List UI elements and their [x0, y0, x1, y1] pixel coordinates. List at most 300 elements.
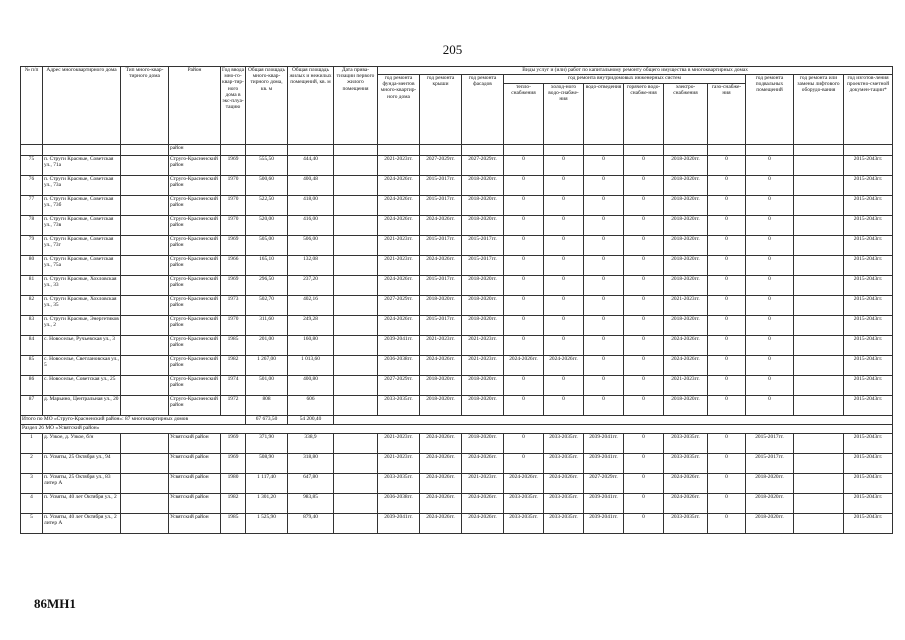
- header-hot: горячего водо-снабже-ния: [624, 84, 664, 145]
- cell-roof-repair-year: 2021-2023гг.: [420, 336, 462, 356]
- cell-address: п. Струги Красные, Советская ул., 73б: [43, 196, 121, 216]
- cell-address: п. Струги Красные, Советская ул., 71а: [43, 156, 121, 176]
- cell-cold-water-year: 2024-2026гг.: [544, 356, 584, 376]
- cell-design-docs-year: 2015-2043гг.: [844, 434, 893, 454]
- cell-roof-repair-year: 2024-2026гг.: [420, 256, 462, 276]
- cell-design-docs-year: 2015-2043гг.: [844, 296, 893, 316]
- cell-row-number: 77: [21, 196, 43, 216]
- cell-electric-year: 2033-2035гг.: [664, 454, 708, 474]
- subtotal-row: [21, 416, 893, 425]
- cell-gas-year: 0: [708, 236, 746, 256]
- cell-facade-repair-year: 2015-2017гг.: [462, 256, 504, 276]
- cell-house-type: [121, 434, 169, 454]
- carry-over-row: [21, 145, 893, 156]
- cell-area-total: 508,90: [246, 454, 288, 474]
- cell-area-premises: 400,48: [288, 176, 334, 196]
- header-fund: год ремонта фунда-ментов много-квартир-ного дома: [378, 75, 420, 145]
- header-num: № п/п: [21, 67, 43, 145]
- cell-design-docs-year: 2015-2043гг.: [844, 316, 893, 336]
- cell-year-built: 1973: [221, 296, 246, 316]
- cell-row-number: 76: [21, 176, 43, 196]
- cell-foundation-repair-year: 2027-2029гг.: [378, 296, 420, 316]
- header-type: Тип много-квар-тирного дома: [121, 67, 169, 145]
- cell-district: Усвятский район: [169, 494, 221, 514]
- cell-lift-repair-year: [794, 156, 844, 176]
- cell-privatization-date: [334, 216, 378, 236]
- header-lift: год ремонта или замены лифтового оборудо-вания: [794, 75, 844, 145]
- table-row: [21, 356, 893, 376]
- cell-lift-repair-year: [794, 376, 844, 396]
- cell-facade-repair-year: 2021-2023гг.: [462, 474, 504, 494]
- cell-foundation-repair-year: 2036-2038гг.: [378, 494, 420, 514]
- cell-hot-water-year: 0: [624, 454, 664, 474]
- cell-privatization-date: [334, 196, 378, 216]
- cell-district: Струго-Красненский район: [169, 216, 221, 236]
- cell-basement-repair-year: 0: [746, 156, 794, 176]
- cell-year-built: 1985: [221, 514, 246, 534]
- cell-foundation-repair-year: 2024-2026гг.: [378, 176, 420, 196]
- cell-house-type: [121, 356, 169, 376]
- cell-address: п. Струги Красные, Хохловская ул., 35: [43, 296, 121, 316]
- cell-lift-repair-year: [794, 454, 844, 474]
- cell-electric-year: 2024-2026гг.: [664, 494, 708, 514]
- cell-house-type: [121, 454, 169, 474]
- table-row: [21, 316, 893, 336]
- cell-area-premises: 249,28: [288, 316, 334, 336]
- page-number: 205: [442, 42, 463, 57]
- cell-gas-year: 0: [708, 494, 746, 514]
- cell-lift-repair-year: [794, 176, 844, 196]
- cell-area-total: 501,00: [246, 376, 288, 396]
- cell-sewer-year: 0: [584, 336, 624, 356]
- cell-lift-repair-year: [794, 256, 844, 276]
- cell-year-built: 1966: [221, 256, 246, 276]
- cell-district: Струго-Красненский район: [169, 156, 221, 176]
- cell-area-total: 500,60: [246, 176, 288, 196]
- cell-area-premises: 402,16: [288, 296, 334, 316]
- cell-gas-year: 0: [708, 396, 746, 416]
- cell-roof-repair-year: 2027-2029гг.: [420, 156, 462, 176]
- header-district: Район: [169, 67, 221, 145]
- cell-lift-repair-year: [794, 316, 844, 336]
- cell-row-number: 86: [21, 376, 43, 396]
- table-row: [21, 336, 893, 356]
- cell-heat-supply-year: 0: [504, 376, 544, 396]
- cell-roof-repair-year: 2015-2017гг.: [420, 276, 462, 296]
- cell-lift-repair-year: [794, 236, 844, 256]
- cell-privatization-date: [334, 396, 378, 416]
- table-row: [21, 376, 893, 396]
- cell-row-number: 81: [21, 276, 43, 296]
- cell-roof-repair-year: 2018-2020гг.: [420, 396, 462, 416]
- cell-year-built: 1972: [221, 396, 246, 416]
- cell-area-total: 522,50: [246, 196, 288, 216]
- cell-house-type: [121, 376, 169, 396]
- cell-hot-water-year: 0: [624, 514, 664, 534]
- header-sewer: водо-отведения: [584, 84, 624, 145]
- cell-address: д. Марьино, Центральная ул., 20: [43, 396, 121, 416]
- cell-district: Струго-Красненский район: [169, 316, 221, 336]
- cell-design-docs-year: 2015-2043гг.: [844, 336, 893, 356]
- cell-house-type: [121, 316, 169, 336]
- cell-electric-year: 2018-2020гг.: [664, 176, 708, 196]
- cell-foundation-repair-year: 2039-2041гг.: [378, 336, 420, 356]
- cell-district: Струго-Красненский район: [169, 296, 221, 316]
- cell-design-docs-year: 2015-2043гг.: [844, 356, 893, 376]
- cell-hot-water-year: 0: [624, 356, 664, 376]
- cell-area-total: 505,00: [246, 236, 288, 256]
- cell-row-number: 2: [21, 454, 43, 474]
- cell-privatization-date: [334, 336, 378, 356]
- cell-address: п. Струги Красные, Советская ул., 73г: [43, 236, 121, 256]
- cell-basement-repair-year: 2018-2020гг.: [746, 494, 794, 514]
- cell-heat-supply-year: 0: [504, 434, 544, 454]
- carry-over-district: район: [169, 145, 221, 156]
- cell-year-built: 1969: [221, 434, 246, 454]
- cell-heat-supply-year: 2033-2035гг.: [504, 494, 544, 514]
- cell-area-total: 1 525,90: [246, 514, 288, 534]
- cell-sewer-year: 0: [584, 396, 624, 416]
- cell-year-built: 1985: [221, 336, 246, 356]
- cell-gas-year: 0: [708, 256, 746, 276]
- cell-cold-water-year: 0: [544, 276, 584, 296]
- cell-area-total: 1 267,00: [246, 356, 288, 376]
- cell-design-docs-year: 2015-2043гг.: [844, 474, 893, 494]
- cell-sewer-year: 0: [584, 276, 624, 296]
- cell-gas-year: 0: [708, 454, 746, 474]
- cell-area-premises: 506,00: [288, 236, 334, 256]
- cell-district: Струго-Красненский район: [169, 196, 221, 216]
- cell-year-built: 1969: [221, 156, 246, 176]
- cell-lift-repair-year: [794, 356, 844, 376]
- table-row: [21, 196, 893, 216]
- cell-area-total: 555,50: [246, 156, 288, 176]
- cell-row-number: 85: [21, 356, 43, 376]
- cell-year-built: 1982: [221, 494, 246, 514]
- cell-heat-supply-year: 2024-2026гг.: [504, 474, 544, 494]
- cell-sewer-year: 0: [584, 156, 624, 176]
- table-row: [21, 156, 893, 176]
- cell-electric-year: 2018-2020гг.: [664, 396, 708, 416]
- cell-foundation-repair-year: 2024-2026гг.: [378, 316, 420, 336]
- cell-electric-year: 2018-2020гг.: [664, 216, 708, 236]
- header-services-group: Виды услуг и (или) работ по капитальному ремонту общего имущества в многоквартирных домах: [378, 67, 893, 75]
- cell-address: п. Усвяты, 40 лет Октября ул., 2: [43, 494, 121, 514]
- cell-sewer-year: 0: [584, 296, 624, 316]
- cell-area-premises: 237,20: [288, 276, 334, 296]
- cell-privatization-date: [334, 376, 378, 396]
- cell-row-number: 1: [21, 434, 43, 454]
- cell-heat-supply-year: 0: [504, 156, 544, 176]
- cell-hot-water-year: 0: [624, 236, 664, 256]
- cell-heat-supply-year: 0: [504, 216, 544, 236]
- cell-gas-year: 0: [708, 156, 746, 176]
- cell-gas-year: 0: [708, 336, 746, 356]
- cell-area-premises: 160,80: [288, 336, 334, 356]
- cell-address: п. Струги Красные, Хохловская ул., 33: [43, 276, 121, 296]
- cell-electric-year: 2024-2026гг.: [664, 474, 708, 494]
- cell-gas-year: 0: [708, 296, 746, 316]
- cell-basement-repair-year: 0: [746, 316, 794, 336]
- cell-heat-supply-year: 0: [504, 454, 544, 474]
- cell-cold-water-year: 0: [544, 396, 584, 416]
- cell-basement-repair-year: 0: [746, 216, 794, 236]
- cell-address: п. Струги Красные, Советская ул., 73в: [43, 216, 121, 236]
- cell-facade-repair-year: 2024-2026гг.: [462, 494, 504, 514]
- cell-privatization-date: [334, 156, 378, 176]
- cell-hot-water-year: 0: [624, 176, 664, 196]
- cell-heat-supply-year: 0: [504, 396, 544, 416]
- cell-roof-repair-year: 2015-2017гг.: [420, 316, 462, 336]
- cell-house-type: [121, 514, 169, 534]
- cell-design-docs-year: 2015-2043гг.: [844, 176, 893, 196]
- cell-facade-repair-year: 2018-2020гг.: [462, 196, 504, 216]
- cell-basement-repair-year: 0: [746, 196, 794, 216]
- cell-privatization-date: [334, 256, 378, 276]
- cell-facade-repair-year: 2018-2020гг.: [462, 434, 504, 454]
- cell-privatization-date: [334, 494, 378, 514]
- cell-row-number: 79: [21, 236, 43, 256]
- cell-sewer-year: 0: [584, 176, 624, 196]
- cell-privatization-date: [334, 514, 378, 534]
- cell-facade-repair-year: 2018-2020гг.: [462, 316, 504, 336]
- cell-design-docs-year: 2015-2043гг.: [844, 216, 893, 236]
- cell-gas-year: 0: [708, 514, 746, 534]
- cell-heat-supply-year: 0: [504, 276, 544, 296]
- cell-cold-water-year: 2033-2035гг.: [544, 494, 584, 514]
- cell-basement-repair-year: 0: [746, 376, 794, 396]
- cell-electric-year: 2018-2020гг.: [664, 256, 708, 276]
- cell-foundation-repair-year: 2024-2026гг.: [378, 216, 420, 236]
- cell-facade-repair-year: 2018-2020гг.: [462, 176, 504, 196]
- cell-house-type: [121, 396, 169, 416]
- header-internal-group: год ремонта внутридомовых инженерных систем: [504, 75, 746, 84]
- cell-house-type: [121, 296, 169, 316]
- cell-year-built: 1970: [221, 176, 246, 196]
- cell-cold-water-year: 0: [544, 216, 584, 236]
- cell-facade-repair-year: 2024-2026гг.: [462, 454, 504, 474]
- cell-design-docs-year: 2015-2043гг.: [844, 494, 893, 514]
- cell-address: д. Узкое, д. Узкое, б/н: [43, 434, 121, 454]
- table-row: [21, 494, 893, 514]
- cell-foundation-repair-year: 2036-2038гг.: [378, 356, 420, 376]
- table-row: [21, 434, 893, 454]
- cell-area-total: 1 301,20: [246, 494, 288, 514]
- table-row: [21, 276, 893, 296]
- cell-privatization-date: [334, 474, 378, 494]
- cell-facade-repair-year: 2021-2023гг.: [462, 336, 504, 356]
- cell-privatization-date: [334, 176, 378, 196]
- cell-gas-year: 0: [708, 196, 746, 216]
- table-row: [21, 396, 893, 416]
- cell-area-total: 311,60: [246, 316, 288, 336]
- cell-house-type: [121, 236, 169, 256]
- cell-gas-year: 0: [708, 216, 746, 236]
- cell-facade-repair-year: 2015-2017гг.: [462, 236, 504, 256]
- cell-district: Струго-Красненский район: [169, 376, 221, 396]
- cell-design-docs-year: 2015-2043гг.: [844, 396, 893, 416]
- header-elec: электро-снабжения: [664, 84, 708, 145]
- cell-hot-water-year: 0: [624, 256, 664, 276]
- cell-district: Струго-Красненский район: [169, 176, 221, 196]
- cell-foundation-repair-year: 2024-2026гг.: [378, 276, 420, 296]
- cell-design-docs-year: 2015-2043гг.: [844, 156, 893, 176]
- cell-design-docs-year: 2015-2043гг.: [844, 276, 893, 296]
- section-title: Раздел 26 МО «Усвятский район»: [21, 425, 893, 434]
- capital-repair-table: [20, 66, 893, 534]
- cell-facade-repair-year: 2018-2020гг.: [462, 396, 504, 416]
- capital-repair-table-wrapper: [20, 66, 892, 534]
- cell-house-type: [121, 276, 169, 296]
- cell-design-docs-year: 2015-2043гг.: [844, 236, 893, 256]
- cell-district: Струго-Красненский район: [169, 396, 221, 416]
- table-row: [21, 256, 893, 276]
- cell-sewer-year: 0: [584, 196, 624, 216]
- cell-house-type: [121, 256, 169, 276]
- cell-basement-repair-year: 0: [746, 256, 794, 276]
- cell-hot-water-year: 0: [624, 376, 664, 396]
- footer-code: 86МН1: [34, 596, 76, 611]
- cell-heat-supply-year: 0: [504, 176, 544, 196]
- cell-basement-repair-year: 0: [746, 176, 794, 196]
- cell-heat-supply-year: 2024-2026гг.: [504, 356, 544, 376]
- cell-electric-year: 2018-2020гг.: [664, 316, 708, 336]
- cell-lift-repair-year: [794, 494, 844, 514]
- cell-lift-repair-year: [794, 434, 844, 454]
- cell-basement-repair-year: 2015-2017гг.: [746, 434, 794, 454]
- cell-hot-water-year: 0: [624, 216, 664, 236]
- cell-roof-repair-year: 2018-2020гг.: [420, 376, 462, 396]
- cell-year-built: 1980: [221, 474, 246, 494]
- cell-basement-repair-year: 2018-2020гг.: [746, 474, 794, 494]
- cell-area-premises: 338,9: [288, 434, 334, 454]
- cell-gas-year: 0: [708, 276, 746, 296]
- header-privatization-date: Дата прива-тизации первого жилого помещения: [334, 67, 378, 145]
- cell-roof-repair-year: 2024-2026гг.: [420, 494, 462, 514]
- cell-electric-year: 2021-2023гг.: [664, 296, 708, 316]
- cell-address: с. Новоселье, Светлановская ул., 5: [43, 356, 121, 376]
- cell-roof-repair-year: 2024-2026гг.: [420, 514, 462, 534]
- cell-design-docs-year: 2015-2043гг.: [844, 196, 893, 216]
- cell-electric-year: 2024-2026гг.: [664, 356, 708, 376]
- cell-facade-repair-year: 2018-2020гг.: [462, 296, 504, 316]
- cell-privatization-date: [334, 296, 378, 316]
- cell-electric-year: 2018-2020гг.: [664, 276, 708, 296]
- cell-basement-repair-year: 0: [746, 356, 794, 376]
- cell-address: п. Струги Красные, Энергетиков ул., 2: [43, 316, 121, 336]
- cell-roof-repair-year: 2024-2026гг.: [420, 434, 462, 454]
- cell-lift-repair-year: [794, 514, 844, 534]
- cell-foundation-repair-year: 2021-2023гг.: [378, 454, 420, 474]
- cell-electric-year: 2018-2020гг.: [664, 236, 708, 256]
- cell-electric-year: 2033-2035гг.: [664, 514, 708, 534]
- cell-area-premises: 444,40: [288, 156, 334, 176]
- cell-row-number: 87: [21, 396, 43, 416]
- cell-district: Струго-Красненский район: [169, 356, 221, 376]
- cell-hot-water-year: 0: [624, 156, 664, 176]
- header-basement: год ремонта подвальных помещений: [746, 75, 794, 145]
- cell-row-number: 78: [21, 216, 43, 236]
- cell-house-type: [121, 494, 169, 514]
- cell-row-number: 80: [21, 256, 43, 276]
- header-heat: тепло-снабжения: [504, 84, 544, 145]
- cell-house-type: [121, 176, 169, 196]
- cell-heat-supply-year: 0: [504, 296, 544, 316]
- cell-row-number: 83: [21, 316, 43, 336]
- cell-hot-water-year: 0: [624, 316, 664, 336]
- cell-electric-year: 2018-2020гг.: [664, 156, 708, 176]
- cell-sewer-year: 0: [584, 356, 624, 376]
- cell-area-premises: 879,40: [288, 514, 334, 534]
- cell-gas-year: 0: [708, 434, 746, 454]
- cell-basement-repair-year: 2015-2017гг.: [746, 454, 794, 474]
- cell-house-type: [121, 156, 169, 176]
- cell-lift-repair-year: [794, 276, 844, 296]
- cell-address: п. Усвяты, 25 Октября ул., 94: [43, 454, 121, 474]
- cell-year-built: 1970: [221, 316, 246, 336]
- cell-privatization-date: [334, 316, 378, 336]
- cell-area-total: 520,00: [246, 216, 288, 236]
- cell-area-premises: 132,08: [288, 256, 334, 276]
- cell-address: п. Усвяты, 25 Октября ул., 83 литер А: [43, 474, 121, 494]
- cell-foundation-repair-year: 2021-2023гг.: [378, 434, 420, 454]
- cell-district: Струго-Красненский район: [169, 236, 221, 256]
- cell-lift-repair-year: [794, 216, 844, 236]
- cell-hot-water-year: 0: [624, 276, 664, 296]
- cell-year-built: 1970: [221, 216, 246, 236]
- cell-electric-year: 2024-2026гг.: [664, 336, 708, 356]
- cell-electric-year: 2021-2023гг.: [664, 376, 708, 396]
- cell-electric-year: 2018-2020гг.: [664, 196, 708, 216]
- header-design: год изготов-ления проектно-сметной докумен-тации*: [844, 75, 893, 145]
- cell-roof-repair-year: 2024-2026гг.: [420, 474, 462, 494]
- header-facade: год ремонта фасадов: [462, 75, 504, 145]
- cell-year-built: 1982: [221, 356, 246, 376]
- cell-facade-repair-year: 2024-2026гг.: [462, 514, 504, 534]
- subtotal-area-total: 67 673,50: [246, 416, 288, 425]
- cell-privatization-date: [334, 276, 378, 296]
- cell-area-premises: 606: [288, 396, 334, 416]
- cell-design-docs-year: 2015-2043гг.: [844, 514, 893, 534]
- cell-sewer-year: 2027-2029гг.: [584, 474, 624, 494]
- cell-basement-repair-year: 2018-2020гг.: [746, 514, 794, 534]
- cell-basement-repair-year: 0: [746, 296, 794, 316]
- header-area-total: Общая площадь много-квар-тирного дома, кв. м: [246, 67, 288, 145]
- cell-facade-repair-year: 2018-2020гг.: [462, 276, 504, 296]
- cell-area-premises: 318,80: [288, 454, 334, 474]
- cell-cold-water-year: 0: [544, 376, 584, 396]
- cell-area-total: 371,90: [246, 434, 288, 454]
- cell-cold-water-year: 0: [544, 316, 584, 336]
- cell-roof-repair-year: 2015-2017гг.: [420, 236, 462, 256]
- table-row: [21, 474, 893, 494]
- cell-hot-water-year: 0: [624, 494, 664, 514]
- cell-privatization-date: [334, 454, 378, 474]
- cell-sewer-year: 0: [584, 256, 624, 276]
- cell-address: п. Струги Красные, Советская ул., 73а: [43, 176, 121, 196]
- cell-sewer-year: 0: [584, 216, 624, 236]
- cell-cold-water-year: 0: [544, 156, 584, 176]
- cell-house-type: [121, 196, 169, 216]
- section-row: [21, 425, 893, 434]
- cell-district: Усвятский район: [169, 474, 221, 494]
- cell-year-built: 1969: [221, 454, 246, 474]
- cell-foundation-repair-year: 2024-2026гг.: [378, 196, 420, 216]
- cell-cold-water-year: 0: [544, 256, 584, 276]
- cell-heat-supply-year: 0: [504, 196, 544, 216]
- cell-cold-water-year: 0: [544, 196, 584, 216]
- cell-sewer-year: 0: [584, 376, 624, 396]
